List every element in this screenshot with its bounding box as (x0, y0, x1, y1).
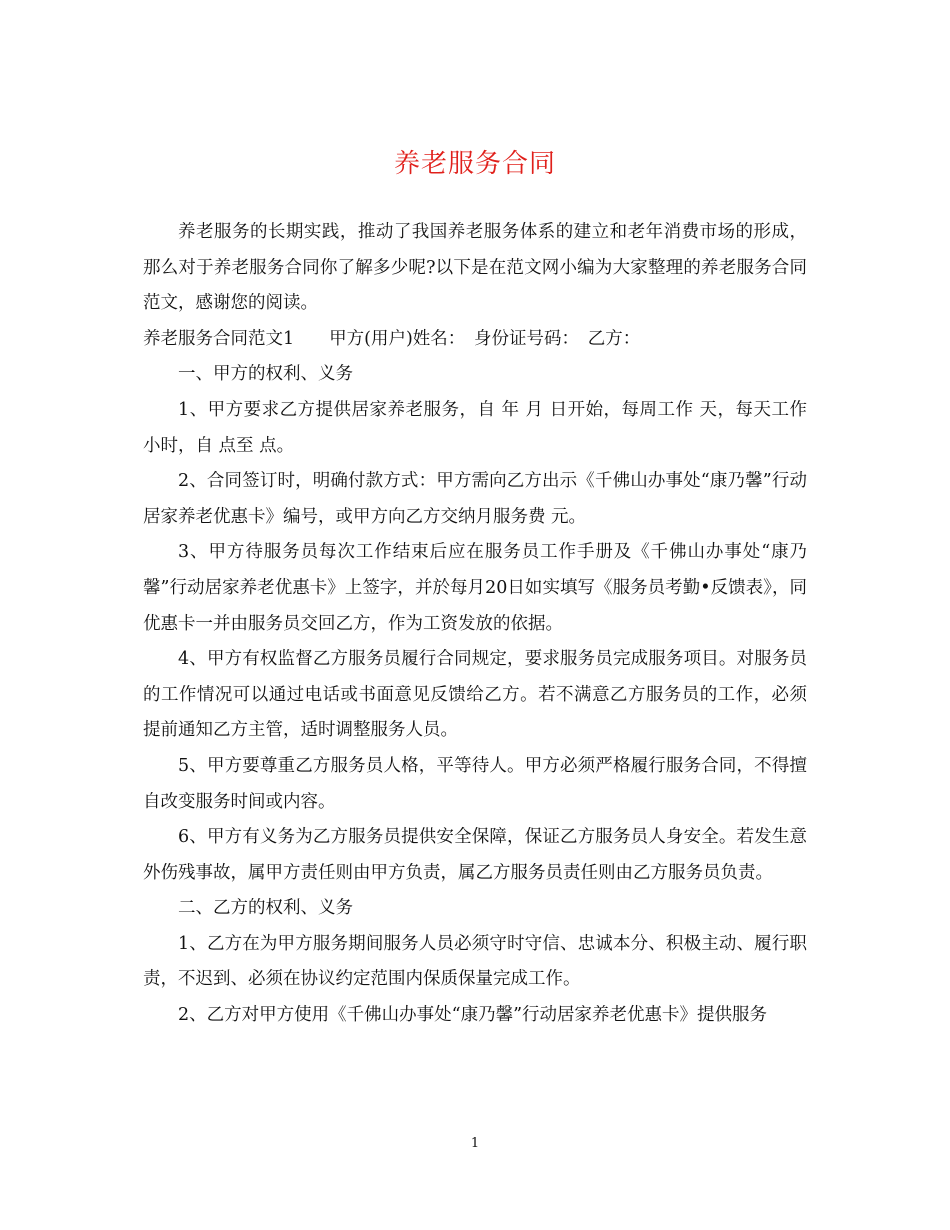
page-number: 1 (470, 1136, 480, 1151)
paragraph-b-clause-1: 1、乙方在为甲方服务期间服务人员必须守时守信、忠诚本分、积极主动、履行职责，不迟到、必须在协议约定范围内保质保量完成工作。 (143, 933, 807, 990)
paragraph-party-info: 养老服务合同范文1 甲方(用户)姓名： 身份证号码： 乙方： (143, 328, 641, 349)
section-heading-party-a: 一、甲方的权利、义务 (178, 364, 353, 385)
document-title: 养老服务合同 (393, 149, 556, 179)
paragraph-intro: 养老服务的长期实践，推动了我国养老服务体系的建立和老年消费市场的形成，那么对于养老服务合同你了解多少呢?以下是在范文网小编为大家整理的养老服务合同范文，感谢您的阅读。 (143, 222, 807, 314)
paragraph-b-clause-2: 2、乙方对甲方使用《千佛山办事处“康乃馨”行动居家养老优惠卡》提供服务 (178, 1005, 768, 1026)
section-heading-party-b: 二、乙方的权利、义务 (178, 898, 353, 919)
document-body (143, 215, 807, 1034)
paragraph-a-clause-5: 5、甲方要尊重乙方服务员人格，平等待人。甲方必须严格履行服务合同，不得擅自改变服务时间或内容。 (143, 755, 807, 812)
paragraph-a-clause-2: 2、合同签订时，明确付款方式：甲方需向乙方出示《千佛山办事处“康乃馨”行动居家养老优惠卡》编号，或甲方向乙方交纳月服务费 元。 (143, 471, 807, 527)
paragraph-a-clause-3: 3、甲方待服务员每次工作结束后应在服务员工作手册及《千佛山办事处“康乃馨”行动居家养老优惠卡》上签字，并於每月20日如实填写《服务员考勤•反馈表》，同优惠卡一并由服务员交回乙方，作为工资发放的依据。 (143, 542, 807, 634)
paragraph-a-clause-6: 6、甲方有义务为乙方服务员提供安全保障，保证乙方服务员人身安全。若发生意外伤残事故，属甲方责任则由甲方负责，属乙方服务员责任则由乙方服务员负责。 (143, 827, 807, 883)
paragraph-a-clause-1: 1、甲方要求乙方提供居家养老服务，自 年 月 日开始，每周工作 天，每天工作 小时，自 点至 点。 (143, 399, 807, 456)
paragraph-a-clause-4: 4、甲方有权监督乙方服务员履行合同规定，要求服务员完成服务项目。对服务员的工作情况可以通过电话或书面意见反馈给乙方。若不满意乙方服务员的工作，必须提前通知乙方主管，适时调整服务人员。 (143, 649, 807, 741)
